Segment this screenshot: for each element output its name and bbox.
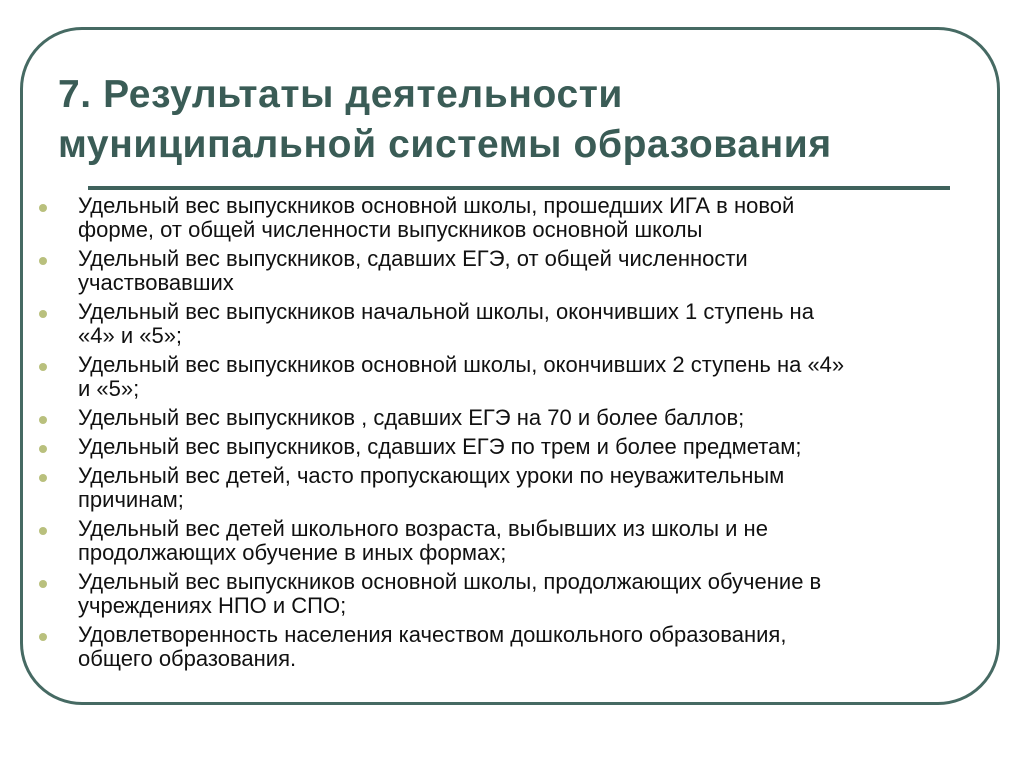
bullet-dot-icon [39, 204, 47, 212]
bullet-dot-icon [39, 445, 47, 453]
slide-title-line-2: муниципальной системы образования [58, 123, 832, 166]
bullet-dot-icon [39, 363, 47, 371]
bullet-text-line-1: Удельный вес выпускников основной школы, прошедших ИГА в новой [78, 193, 795, 218]
slide-title-line-1: 7. Результаты деятельности [58, 73, 624, 116]
bullet-text-line-1: Удовлетворенность населения качеством дошкольного образования, [78, 622, 787, 647]
bullet-dot-icon [39, 257, 47, 265]
bullet-dot-icon [39, 633, 47, 641]
bullet-text-line-2: продолжающих обучение в иных формах; [78, 540, 507, 565]
bullet-text-line-2: общего образования. [78, 646, 297, 671]
bullet-dot-icon [39, 416, 47, 424]
bullet-item [36, 300, 986, 348]
bullet-text-line-2: участвовавших [78, 270, 234, 295]
bullet-text-line-1: Удельный вес детей, часто пропускающих уроки по неуважительным [78, 463, 785, 488]
bullet-list [36, 194, 986, 676]
bullet-dot-icon [39, 474, 47, 482]
bullet-item [36, 247, 986, 295]
bullet-text-line-1: Удельный вес выпускников основной школы, окончивших 2 ступень на «4» [78, 352, 845, 377]
bullet-text-line-2: учреждениях НПО и СПО; [78, 593, 347, 618]
title-underline [88, 186, 950, 190]
bullet-item [36, 517, 986, 565]
bullet-item [36, 435, 986, 459]
bullet-item [36, 570, 986, 618]
bullet-item [36, 623, 986, 671]
bullet-item [36, 194, 986, 242]
bullet-text-line-1: Удельный вес выпускников , сдавших ЕГЭ на 70 и более баллов; [78, 405, 745, 430]
bullet-item [36, 353, 986, 401]
bullet-text-line-1: Удельный вес детей школьного возраста, выбывших из школы и не [78, 516, 768, 541]
slide-title [58, 70, 988, 170]
bullet-dot-icon [39, 580, 47, 588]
bullet-dot-icon [39, 527, 47, 535]
bullet-dot-icon [39, 310, 47, 318]
bullet-text-line-1: Удельный вес выпускников, сдавших ЕГЭ, от общей численности [78, 246, 748, 271]
bullet-text-line-2: «4» и «5»; [78, 323, 183, 348]
bullet-text-line-2: форме, от общей численности выпускников основной школы [78, 217, 703, 242]
bullet-text-line-1: Удельный вес выпускников, сдавших ЕГЭ по трем и более предметам; [78, 434, 802, 459]
bullet-text-line-1: Удельный вес выпускников начальной школы, окончивших 1 ступень на [78, 299, 814, 324]
bullet-text-line-1: Удельный вес выпускников основной школы, продолжающих обучение в [78, 569, 822, 594]
bullet-text-line-2: и «5»; [78, 376, 140, 401]
bullet-text-line-2: причинам; [78, 487, 184, 512]
bullet-item [36, 406, 986, 430]
bullet-item [36, 464, 986, 512]
